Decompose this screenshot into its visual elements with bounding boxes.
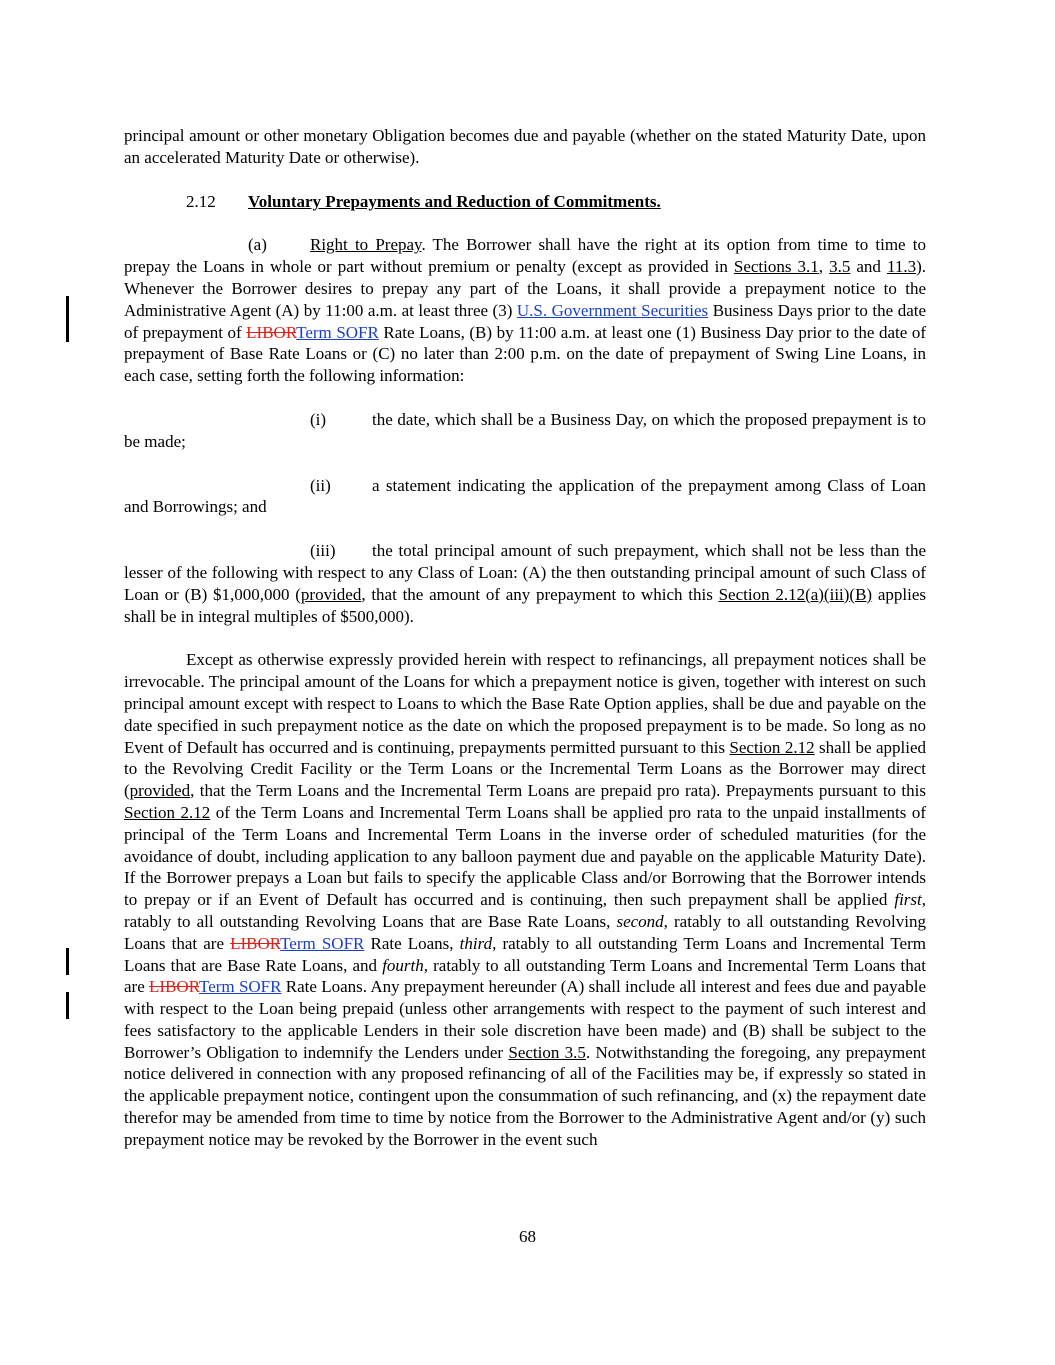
item-label: (iii) <box>310 541 336 561</box>
intro-paragraph: principal amount or other monetary Obligation becomes due and payable (whether on the stated Maturity Date, upon an accelerated Maturity Date or otherwise). <box>124 126 926 167</box>
paragraph-label: (a) <box>248 235 267 255</box>
italic-term: second <box>616 911 664 931</box>
section-reference: Section 2.12(a)(iii)(B) <box>718 584 873 604</box>
section-reference: Sections 3.1 <box>733 257 819 277</box>
underlined-term: provided <box>300 584 362 604</box>
section-title: Voluntary Prepayments and Reduction of Commitments. <box>248 191 661 211</box>
deleted-text: LIBOR <box>230 933 281 953</box>
section-reference: Section 3.5 <box>508 1042 586 1062</box>
section-number: 2.12 <box>186 191 216 211</box>
change-bar <box>66 992 69 1019</box>
change-bar <box>66 948 69 975</box>
italic-term: third <box>459 933 493 953</box>
item-i: (i) the date, which shall be a Business Day, on which the proposed prepayment is to be made; <box>124 409 926 451</box>
italic-term: first <box>894 890 922 910</box>
paragraph-title: Right to Prepay <box>310 235 422 255</box>
item-label: (i) <box>310 409 327 429</box>
item-ii: (ii) a statement indicating the application of the prepayment among Class of Loan and Borrowings; and <box>124 475 926 517</box>
inserted-text: Term SOFR <box>280 933 365 953</box>
item-label: (ii) <box>310 475 331 495</box>
section-heading <box>124 191 926 213</box>
underlined-term: provided <box>129 781 191 801</box>
item-iii: (iii) the total principal amount of such prepayment, which shall not be less than the lesser of the following with respect to any Class of Loan: (A) the then outstanding principal amount of such Class of Loan or (B) $1,000,000 (provided, that the amount of any prepayment to which this Section 2.12(a)(iii)(B) applies shall be in integral multiples of $500,000). <box>124 541 926 626</box>
inserted-text: Term SOFR <box>296 322 379 342</box>
section-reference: Section 2.12 <box>729 737 815 757</box>
document-page <box>124 125 926 1151</box>
inserted-text: Term SOFR <box>199 977 282 997</box>
page-number: 68 <box>519 1227 536 1246</box>
section-reference: 11.3 <box>886 257 917 277</box>
deleted-text: LIBOR <box>246 322 297 342</box>
change-bar <box>66 296 69 342</box>
paragraph-body: Except as otherwise expressly provided herein with respect to refinancings, all prepayment notices shall be irrevocable. The principal amount of the Loans for which a prepayment notice is given, together with interest on such principal amount except with respect to Loans to which the Base Rate Option applies, shall be due and payable on the date specified in such prepayment notice as the date on which the proposed prepayment is to be made. So long as no Event of Default has occurred and is continuing, prepayments permitted pursuant to this Section 2.12 shall be applied to the Revolving Credit Facility or the Term Loans or the Incremental Term Loans as the Borrower may direct (provided, that the Term Loans and the Incremental Term Loans are prepaid pro rata). Prepayments pursuant to this Section 2.12 of the Term Loans and Incremental Term Loans shall be applied pro rata to the unpaid installments of principal of the Term Loans and Incremental Term Loans in the inverse order of scheduled maturities (for the avoidance of doubt, including application to any balloon payment due and payable on the applicable Maturity Date). If the Borrower prepays a Loan but fails to specify the applicable Class and/or Borrowing that the Borrower intends to prepay or if an Event of Default has occurred and is continuing, then such prepayment shall be applied first, ratably to all outstanding Revolving Loans that are Base Rate Loans, second, ratably to all outstanding Revolving Loans that are LIBORTerm SOFR Rate Loans, third, ratably to all outstanding Term Loans and Incremental Term Loans that are Base Rate Loans, and fourth, ratably to all outstanding Term Loans and Incremental Term Loans that are LIBORTerm SOFR Rate Loans. Any prepayment hereunder (A) shall include all interest and fees due and payable with respect to the Loan being prepaid (unless other arrangements with respect to the payment of such interest and fees satisfactory to the applicable Lenders in their sole discretion have been made) and (B) shall be subject to the Borrower’s Obligation to indemnify the Lenders under Section 3.5. Notwithstanding the foregoing, any prepayment notice delivered in connection with any proposed refinancing of all of the Facilities may be, if expressly so stated in the applicable prepayment notice, contingent upon the consummation of such refinancing, and (x) the repayment date therefor may be amended from time to time by notice from the Borrower to the Administrative Agent and/or (y) such prepayment notice may be revoked by the Borrower in the event such <box>124 650 927 1149</box>
deleted-text: LIBOR <box>149 977 200 997</box>
inserted-text: U.S. Government Securities <box>516 300 709 320</box>
italic-term: fourth <box>382 955 424 975</box>
section-reference: Section 2.12 <box>124 802 211 822</box>
section-reference: 3.5 <box>829 257 851 277</box>
paragraph-a: (a) Right to Prepay. The Borrower shall have the right at its option from time to time to prepay the Loans in whole or part without premium or penalty (except as provided in Sections 3.1, 3.5 and 11.3). Whenever the Borrower desires to prepay any part of the Loans, it shall provide a prepayment notice to the Administrative Agent (A) by 11:00 a.m. at least three (3) U.S. Government Securities Business Days prior to the date of prepayment of LIBORTerm SOFR Rate Loans, (B) by 11:00 a.m. at least one (1) Business Day prior to the date of prepayment of Base Rate Loans or (C) no later than 2:00 p.m. on the date of prepayment of Swing Line Loans, in each case, setting forth the following information: <box>124 235 927 386</box>
